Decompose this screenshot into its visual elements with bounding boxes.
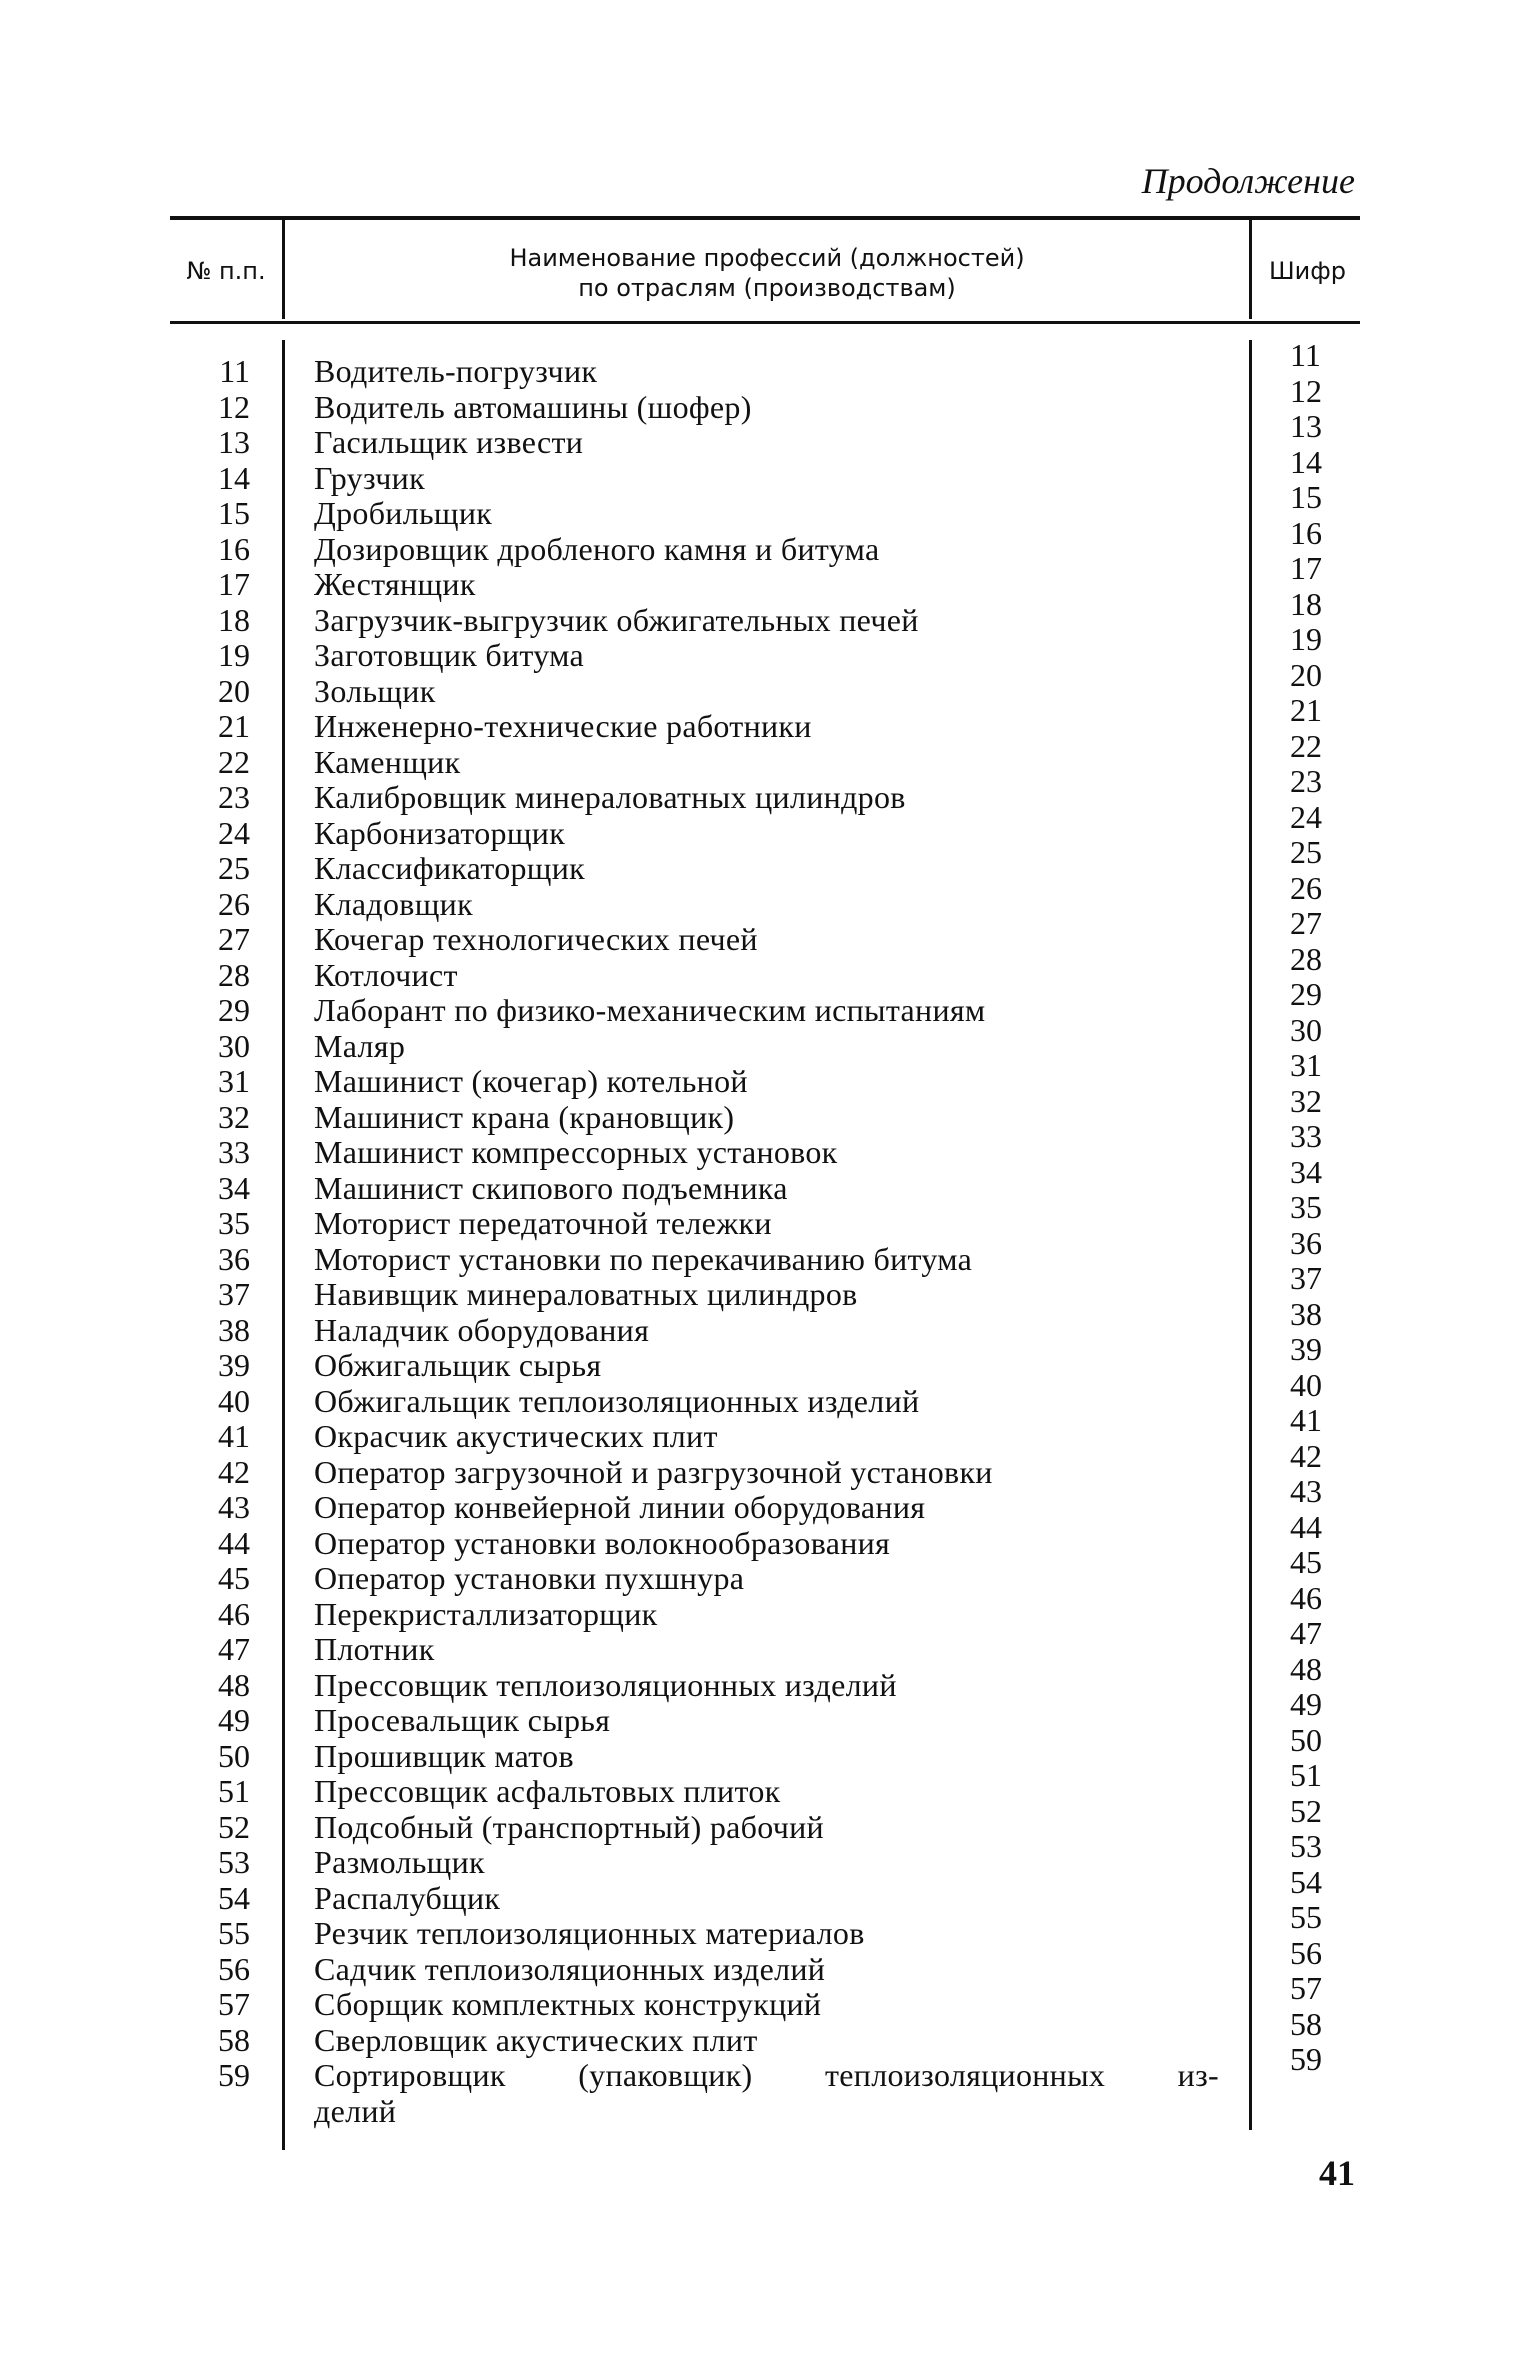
row-number: 11 xyxy=(219,353,250,389)
profession-code: 22 xyxy=(1290,727,1322,764)
profession-name: Наладчик оборудования xyxy=(314,1311,650,1348)
row-number: 21 xyxy=(218,708,250,744)
profession-code: 18 xyxy=(1290,585,1322,622)
page-number: 41 xyxy=(1319,2153,1355,2193)
profession-name: Дробильщик xyxy=(314,495,493,531)
profession-code: 35 xyxy=(1290,1189,1322,1225)
row-number: 53 xyxy=(218,1844,250,1880)
profession-name: Прошивщик матов xyxy=(314,1737,574,1774)
header-bottom-rule xyxy=(170,321,1360,324)
row-number: 40 xyxy=(218,1382,250,1419)
row-number: 41 xyxy=(218,1418,250,1454)
row-number: 45 xyxy=(218,1560,250,1596)
profession-code: 45 xyxy=(1290,1544,1322,1580)
table-top-rule xyxy=(170,216,1360,220)
row-number: 38 xyxy=(218,1311,250,1348)
continuation-label: Продолжение xyxy=(1141,161,1355,201)
row-number: 37 xyxy=(218,1276,250,1312)
profession-name: Каменщик xyxy=(314,743,461,780)
profession-name: Карбонизаторщик xyxy=(314,814,566,851)
profession-code: 21 xyxy=(1290,692,1322,728)
row-number: 58 xyxy=(218,2021,250,2058)
row-number: 52 xyxy=(218,1808,250,1845)
profession-code: 20 xyxy=(1290,656,1322,693)
profession-name: Инженерно-технические работники xyxy=(314,708,812,744)
profession-code: 46 xyxy=(1290,1579,1322,1616)
row-number: 15 xyxy=(218,495,250,531)
row-number: 51 xyxy=(218,1773,250,1809)
profession-code: 15 xyxy=(1290,479,1322,515)
table-row xyxy=(0,2041,1535,2129)
row-number: 46 xyxy=(218,1595,250,1632)
profession-code: 42 xyxy=(1290,1437,1322,1474)
column-header-number: № п.п. xyxy=(186,257,266,285)
profession-code: 28 xyxy=(1290,940,1322,977)
profession-name: Калибровщик минераловатных цилиндров xyxy=(314,779,906,815)
profession-name: Резчик теплоизоляционных материалов xyxy=(314,1915,865,1951)
profession-name: Подсобный (транспортный) рабочий xyxy=(314,1808,824,1845)
profession-name: Сборщик комплектных конструкций xyxy=(314,1986,822,2022)
profession-code: 48 xyxy=(1290,1650,1322,1687)
profession-name: Грузчик xyxy=(314,459,425,496)
row-number: 25 xyxy=(218,850,250,886)
profession-code: 11 xyxy=(1290,337,1321,373)
profession-code: 56 xyxy=(1290,1934,1322,1971)
profession-name: Машинист компрессорных установок xyxy=(314,1134,838,1170)
row-number: 56 xyxy=(218,1950,250,1987)
row-number: 36 xyxy=(218,1240,250,1277)
profession-name: Маляр xyxy=(314,1027,406,1064)
profession-code: 30 xyxy=(1290,1011,1322,1048)
profession-code: 26 xyxy=(1290,869,1322,906)
row-number: 35 xyxy=(218,1205,250,1241)
row-number: 50 xyxy=(218,1737,250,1774)
row-number: 13 xyxy=(218,424,250,460)
profession-code: 29 xyxy=(1290,976,1322,1012)
profession-code: 25 xyxy=(1290,834,1322,870)
profession-name: Оператор загрузочной и разгрузочной установки xyxy=(314,1453,993,1490)
profession-code: 13 xyxy=(1290,408,1322,444)
profession-name: Оператор конвейерной линии оборудования xyxy=(314,1489,926,1525)
row-number: 59 xyxy=(218,2057,250,2093)
profession-code: 27 xyxy=(1290,905,1322,941)
profession-code: 12 xyxy=(1290,372,1322,409)
profession-code: 49 xyxy=(1290,1686,1322,1722)
profession-code: 19 xyxy=(1290,621,1322,657)
row-number: 26 xyxy=(218,885,250,922)
profession-name: Машинист (кочегар) котельной xyxy=(314,1063,748,1099)
row-number: 57 xyxy=(218,1986,250,2022)
profession-code: 32 xyxy=(1290,1082,1322,1119)
column-header-name-line1: Наименование профессий (должностей) xyxy=(509,244,1025,272)
profession-name-continuation: делий xyxy=(314,2092,397,2129)
profession-name: Оператор установки пухшнура xyxy=(314,1560,745,1596)
profession-code: 55 xyxy=(1290,1899,1322,1935)
profession-code: 14 xyxy=(1290,443,1322,480)
profession-name: Жестянщик xyxy=(314,566,476,602)
profession-name: Просевальщик сырья xyxy=(314,1702,611,1738)
row-number: 44 xyxy=(218,1524,250,1561)
profession-code: 51 xyxy=(1290,1757,1322,1793)
row-number: 16 xyxy=(218,530,250,567)
header-divider-left xyxy=(282,220,285,319)
profession-name: Размольщик xyxy=(314,1844,485,1880)
row-number: 39 xyxy=(218,1347,250,1383)
profession-name: Кладовщик xyxy=(314,885,473,922)
profession-code: 31 xyxy=(1290,1047,1322,1083)
row-number: 34 xyxy=(218,1169,250,1206)
row-number: 20 xyxy=(218,672,250,709)
profession-code: 50 xyxy=(1290,1721,1322,1758)
row-number: 49 xyxy=(218,1702,250,1738)
profession-name: Моторист передаточной тележки xyxy=(314,1205,772,1241)
profession-name: Сортировщик (упаковщик) теплоизоляционных из- xyxy=(314,2057,1219,2093)
profession-code: 43 xyxy=(1290,1473,1322,1509)
profession-name: Водитель автомашины (шофер) xyxy=(314,388,752,425)
row-number: 43 xyxy=(218,1489,250,1525)
profession-code: 39 xyxy=(1290,1331,1322,1367)
row-number: 18 xyxy=(218,601,250,638)
row-number: 28 xyxy=(218,956,250,993)
row-number: 17 xyxy=(218,566,250,602)
profession-code: 41 xyxy=(1290,1402,1322,1438)
row-number: 23 xyxy=(218,779,250,815)
profession-name: Окрасчик акустических плит xyxy=(314,1418,718,1454)
row-number: 29 xyxy=(218,992,250,1028)
profession-name: Заготовщик битума xyxy=(314,637,585,673)
profession-code: 52 xyxy=(1290,1792,1322,1829)
profession-code: 23 xyxy=(1290,763,1322,799)
row-number: 24 xyxy=(218,814,250,851)
profession-name: Обжигальщик сырья xyxy=(314,1347,602,1383)
profession-name: Классификаторщик xyxy=(314,850,586,886)
profession-code: 44 xyxy=(1290,1508,1322,1545)
profession-name: Распалубщик xyxy=(314,1879,501,1916)
column-header-name-line2: по отраслям (производствам) xyxy=(578,274,956,302)
row-number: 55 xyxy=(218,1915,250,1951)
row-number: 30 xyxy=(218,1027,250,1064)
row-number: 31 xyxy=(218,1063,250,1099)
profession-code: 40 xyxy=(1290,1366,1322,1403)
profession-name: Обжигальщик теплоизоляционных изделий xyxy=(314,1382,920,1419)
column-header-name xyxy=(288,243,1246,303)
profession-name: Водитель-погрузчик xyxy=(314,353,598,389)
profession-code: 24 xyxy=(1290,798,1322,835)
profession-name: Перекристаллизаторщик xyxy=(314,1595,658,1632)
row-number: 22 xyxy=(218,743,250,780)
profession-name: Оператор установки волокнообразования xyxy=(314,1524,891,1561)
profession-name: Дозировщик дробленого камня и битума xyxy=(314,530,880,567)
profession-code: 34 xyxy=(1290,1153,1322,1190)
profession-name: Кочегар технологических печей xyxy=(314,921,758,957)
profession-name: Навивщик минераловатных цилиндров xyxy=(314,1276,858,1312)
row-number: 48 xyxy=(218,1666,250,1703)
profession-code: 38 xyxy=(1290,1295,1322,1332)
profession-code: 17 xyxy=(1290,550,1322,586)
profession-name: Загрузчик-выгрузчик обжигательных печей xyxy=(314,601,919,638)
profession-code: 16 xyxy=(1290,514,1322,551)
profession-code: 33 xyxy=(1290,1118,1322,1154)
row-number: 42 xyxy=(218,1453,250,1490)
profession-name: Плотник xyxy=(314,1631,435,1667)
row-number: 14 xyxy=(218,459,250,496)
profession-code: 47 xyxy=(1290,1615,1322,1651)
profession-name: Машинист скипового подъемника xyxy=(314,1169,788,1206)
profession-table-body xyxy=(0,337,1535,2129)
profession-code: 53 xyxy=(1290,1828,1322,1864)
row-number: 47 xyxy=(218,1631,250,1667)
profession-code: 57 xyxy=(1290,1970,1322,2006)
profession-name: Прессовщик асфальтовых плиток xyxy=(314,1773,781,1809)
row-number: 27 xyxy=(218,921,250,957)
row-number: 32 xyxy=(218,1098,250,1135)
profession-code: 36 xyxy=(1290,1224,1322,1261)
row-number: 19 xyxy=(218,637,250,673)
row-number: 33 xyxy=(218,1134,250,1170)
profession-code: 58 xyxy=(1290,2005,1322,2042)
profession-name: Сверловщик акустических плит xyxy=(314,2021,758,2058)
profession-name: Моторист установки по перекачиванию битума xyxy=(314,1240,973,1277)
profession-name: Лаборант по физико-механическим испытаниям xyxy=(314,992,986,1028)
profession-name: Прессовщик теплоизоляционных изделий xyxy=(314,1666,897,1703)
row-number: 54 xyxy=(218,1879,250,1916)
row-number: 12 xyxy=(218,388,250,425)
profession-code: 54 xyxy=(1290,1863,1322,1900)
profession-name: Машинист крана (крановщик) xyxy=(314,1098,735,1135)
profession-name: Гасильщик извести xyxy=(314,424,584,460)
profession-name: Зольщик xyxy=(314,672,436,709)
profession-name: Садчик теплоизоляционных изделий xyxy=(314,1950,826,1987)
header-divider-right xyxy=(1249,220,1252,319)
column-header-code: Шифр xyxy=(1268,257,1346,285)
profession-name: Котлочист xyxy=(314,956,458,993)
profession-code: 59 xyxy=(1290,2041,1322,2077)
profession-code: 37 xyxy=(1290,1260,1322,1296)
